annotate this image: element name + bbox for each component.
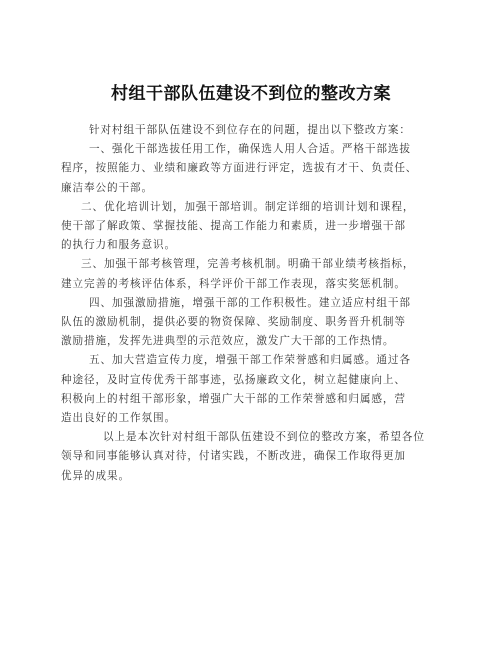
paragraph-line: 激励措施，发挥先进典型的示范效应，激发广大干部的工作热情。 [61, 335, 395, 348]
paragraph-line: 五、加大营造宣传力度，增强干部工作荣誉感和归属感。通过各 [89, 354, 411, 367]
document-body [61, 121, 445, 486]
paragraph-line: 队伍的激励机制，提供必要的物资保障、奖励制度、职务晋升机制等 [61, 316, 406, 329]
paragraph-line: 廉洁奉公的干部。 [61, 181, 153, 194]
paragraph-line: 造出良好的工作氛围。 [61, 412, 176, 425]
paragraph-line: 优异的成果。 [61, 469, 130, 482]
paragraph-line: 使干部了解政策、掌握技能、提高工作能力和素质，进一步增强干部 [61, 220, 406, 233]
paragraph-line: 的执行力和服务意识。 [61, 239, 176, 252]
paragraph [61, 294, 445, 352]
paragraph [61, 121, 445, 140]
paragraph-line: 一、强化干部选拔任用工作，确保选人用人合适。严格干部选拔 [89, 143, 411, 156]
paragraph-line: 种途径，及时宣传优秀干部事迹，弘扬廉政文化，树立起健康向上、 [61, 373, 406, 386]
paragraph-line: 以上是本次针对村组干部队伍建设不到位的整改方案，希望各位 [103, 431, 425, 444]
paragraph-line: 领导和同事能够认真对待，付诸实践，不断改进，确保工作取得更加 [61, 450, 406, 463]
paragraph-line: 积极向上的村组干部形象，增强广大干部的工作荣誉感和归属感，营 [61, 392, 406, 405]
paragraph [61, 140, 445, 198]
paragraph [61, 428, 445, 486]
paragraph-line: 程序，按照能力、业绩和廉政等方面进行评定，选拔有才干、负责任、 [61, 162, 418, 175]
paragraph-line: 二、优化培训计划，加强干部培训。制定详细的培训计划和课程， [81, 200, 415, 213]
paragraph [61, 351, 445, 428]
paragraph-line: 针对村组干部队伍建设不到位存在的问题，提出以下整改方案： [89, 124, 411, 136]
paragraph-line: 四、加强激励措施，增强干部的工作积极性。建立适应村组干部 [89, 296, 411, 309]
paragraph [61, 255, 445, 293]
paragraph-line: 建立完善的考核评估体系，科学评价干部工作表现，落实奖惩机制。 [61, 277, 406, 290]
paragraph-line: 三、加强干部考核管理，完善考核机制。明确干部业绩考核指标， [81, 258, 415, 271]
document-title: 村组干部队伍建设不到位的整改方案 [111, 84, 391, 104]
paragraph [61, 198, 445, 256]
